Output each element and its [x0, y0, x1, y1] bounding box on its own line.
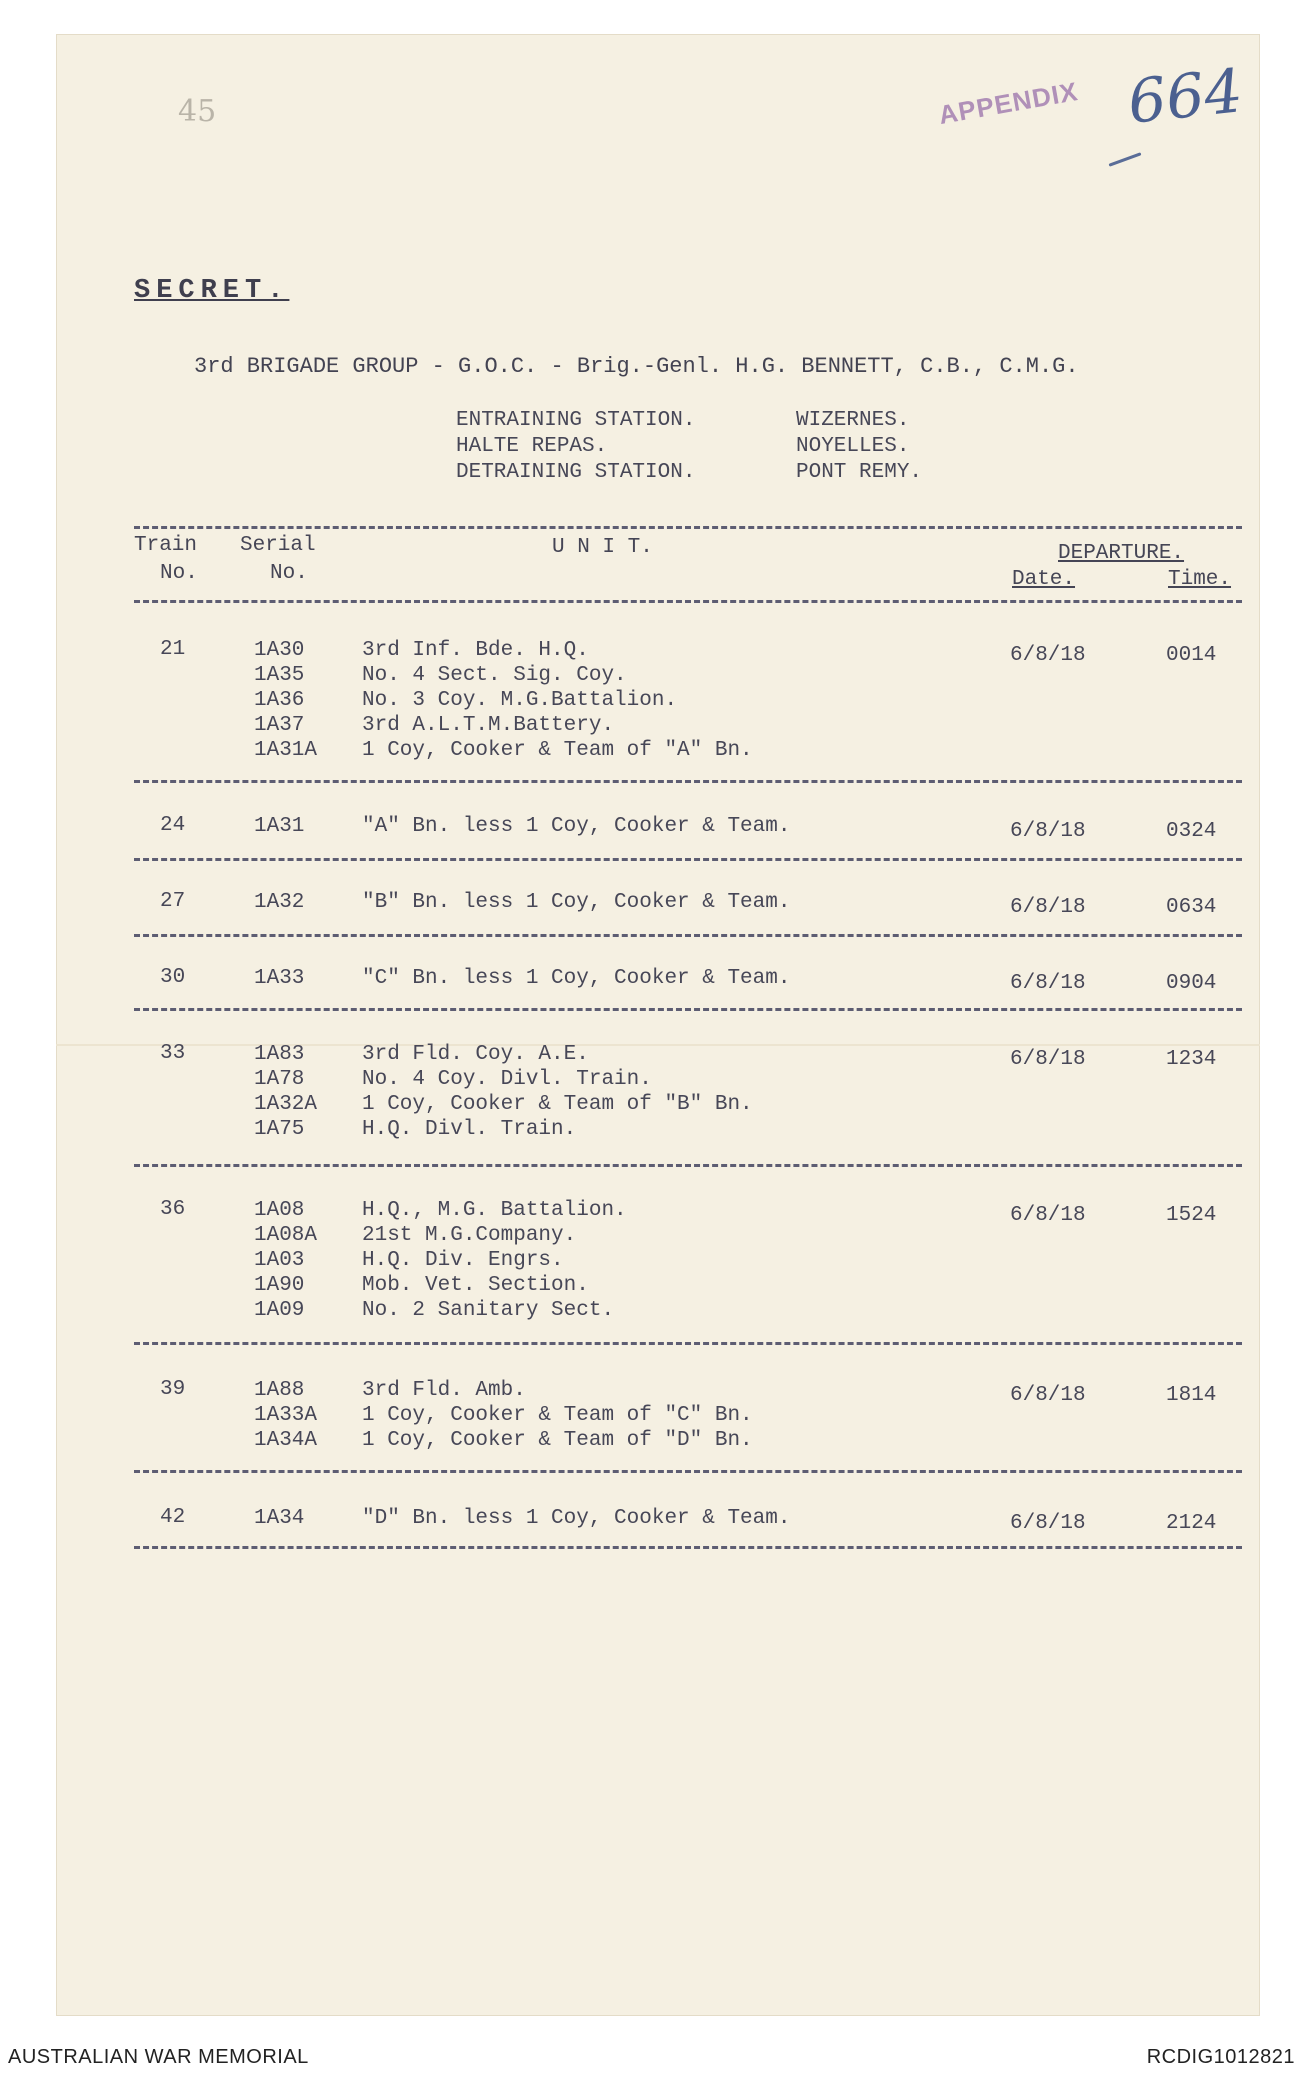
unit-row — [254, 1042, 753, 1067]
serial-number: 1A33 — [254, 967, 305, 990]
unit-name: 3rd A.L.T.M.Battery. — [362, 714, 615, 737]
brigade-group-line: 3rd BRIGADE GROUP - G.O.C. - Brig.-Genl. H.G. BENNETT, C.B., C.M.G. — [194, 354, 1079, 379]
unit-name: "A" Bn. less 1 Coy, Cooker & Team. — [362, 815, 791, 838]
train-number: 27 — [160, 890, 186, 913]
header-departure: DEPARTURE. — [1058, 542, 1185, 565]
unit-list — [254, 1198, 627, 1323]
serial-number: 1A78 — [254, 1068, 305, 1091]
departure-time: 1814 — [1166, 1384, 1217, 1407]
serial-number: 1A30 — [254, 639, 305, 662]
unit-row — [254, 738, 753, 763]
unit-row — [254, 1273, 627, 1298]
departure-time: 0324 — [1166, 820, 1217, 843]
unit-row — [254, 1403, 753, 1428]
unit-row — [254, 688, 753, 713]
unit-list — [254, 1506, 790, 1531]
station-value: PONT REMY. — [796, 461, 923, 484]
serial-number: 1A32 — [254, 891, 305, 914]
dashed-rule — [134, 1164, 1242, 1167]
unit-list — [254, 966, 790, 991]
serial-number: 1A08 — [254, 1199, 305, 1222]
serial-number: 1A03 — [254, 1249, 305, 1272]
unit-name: 3rd Fld. Amb. — [362, 1379, 526, 1402]
station-value: NOYELLES. — [796, 435, 910, 458]
unit-row — [254, 1223, 627, 1248]
departure-date: 6/8/18 — [1010, 1204, 1086, 1227]
security-heading: SECRET. — [134, 276, 290, 306]
unit-name: 21st M.G.Company. — [362, 1224, 577, 1247]
departure-time: 1524 — [1166, 1204, 1217, 1227]
unit-row — [254, 1198, 627, 1223]
dashed-rule — [134, 1546, 1242, 1549]
page-number: 45 — [178, 94, 217, 129]
unit-row — [254, 638, 753, 663]
unit-list — [254, 638, 753, 763]
unit-name: No. 2 Sanitary Sect. — [362, 1299, 615, 1322]
folio-number: 664 — [1124, 56, 1246, 138]
dashed-rule — [134, 934, 1242, 937]
header-train: Train — [134, 534, 198, 557]
unit-row — [254, 1428, 753, 1453]
departure-date: 6/8/18 — [1010, 896, 1086, 919]
serial-number: 1A83 — [254, 1043, 305, 1066]
unit-name: H.Q., M.G. Battalion. — [362, 1199, 627, 1222]
header-serial: Serial — [240, 534, 316, 557]
appendix-stamp: APPENDIX — [936, 76, 1081, 131]
dashed-rule — [134, 600, 1242, 603]
train-number: 36 — [160, 1198, 186, 1221]
train-number: 24 — [160, 814, 186, 837]
serial-number: 1A08A — [254, 1224, 318, 1247]
unit-row — [254, 1378, 753, 1403]
dashed-rule — [134, 1008, 1242, 1011]
unit-row — [254, 1506, 790, 1531]
departure-time: 0014 — [1166, 644, 1217, 667]
header-date: Date. — [1012, 568, 1076, 591]
departure-date: 6/8/18 — [1010, 820, 1086, 843]
serial-number: 1A32A — [254, 1093, 318, 1116]
unit-name: "D" Bn. less 1 Coy, Cooker & Team. — [362, 1507, 791, 1530]
unit-name: 1 Coy, Cooker & Team of "C" Bn. — [362, 1404, 753, 1427]
serial-number: 1A75 — [254, 1118, 305, 1141]
document-page — [56, 34, 1260, 2016]
stations-block — [456, 408, 922, 486]
unit-name: No. 4 Coy. Divl. Train. — [362, 1068, 652, 1091]
unit-row — [254, 890, 790, 915]
serial-number: 1A34 — [254, 1507, 305, 1530]
header-time: Time. — [1168, 568, 1232, 591]
departure-time: 2124 — [1166, 1512, 1217, 1535]
archive-credit: AUSTRALIAN WAR MEMORIAL — [8, 2046, 309, 2068]
unit-list — [254, 890, 790, 915]
station-row — [456, 434, 922, 460]
dashed-rule — [134, 858, 1242, 861]
dashed-rule — [134, 1470, 1242, 1473]
serial-number: 1A33A — [254, 1404, 318, 1427]
serial-number: 1A31 — [254, 815, 305, 838]
train-number: 42 — [160, 1506, 186, 1529]
archive-reference: RCDIG1012821 — [1146, 2046, 1295, 2068]
unit-list — [254, 1378, 753, 1453]
unit-row — [254, 713, 753, 738]
departure-time: 1234 — [1166, 1048, 1217, 1071]
serial-number: 1A35 — [254, 664, 305, 687]
unit-row — [254, 814, 790, 839]
unit-name: 3rd Fld. Coy. A.E. — [362, 1043, 589, 1066]
unit-row — [254, 1092, 753, 1117]
unit-row — [254, 1067, 753, 1092]
train-number: 21 — [160, 638, 186, 661]
unit-name: Mob. Vet. Section. — [362, 1274, 589, 1297]
unit-name: H.Q. Div. Engrs. — [362, 1249, 564, 1272]
unit-row — [254, 1248, 627, 1273]
header-serial-no: No. — [270, 562, 308, 585]
departure-time: 0904 — [1166, 972, 1217, 995]
departure-date: 6/8/18 — [1010, 972, 1086, 995]
unit-name: No. 3 Coy. M.G.Battalion. — [362, 689, 678, 712]
station-row — [456, 460, 922, 486]
train-number: 39 — [160, 1378, 186, 1401]
serial-number: 1A34A — [254, 1429, 318, 1452]
departure-date: 6/8/18 — [1010, 644, 1086, 667]
unit-list — [254, 814, 790, 839]
unit-name: 1 Coy, Cooker & Team of "B" Bn. — [362, 1093, 753, 1116]
station-value: WIZERNES. — [796, 409, 910, 432]
station-label: ENTRAINING STATION. — [456, 409, 696, 432]
unit-name: 1 Coy, Cooker & Team of "A" Bn. — [362, 739, 753, 762]
departure-date: 6/8/18 — [1010, 1512, 1086, 1535]
dashed-rule — [134, 780, 1242, 783]
unit-list — [254, 1042, 753, 1142]
train-number: 30 — [160, 966, 186, 989]
dashed-rule — [134, 526, 1242, 529]
unit-row — [254, 1298, 627, 1323]
serial-number: 1A31A — [254, 739, 318, 762]
station-label: DETRAINING STATION. — [456, 461, 696, 484]
header-train-no: No. — [160, 562, 198, 585]
unit-name: No. 4 Sect. Sig. Coy. — [362, 664, 627, 687]
train-number: 33 — [160, 1042, 186, 1065]
unit-name: "C" Bn. less 1 Coy, Cooker & Team. — [362, 967, 791, 990]
unit-row — [254, 663, 753, 688]
unit-name: 3rd Inf. Bde. H.Q. — [362, 639, 589, 662]
serial-number: 1A90 — [254, 1274, 305, 1297]
unit-row — [254, 966, 790, 991]
serial-number: 1A09 — [254, 1299, 305, 1322]
station-label: HALTE REPAS. — [456, 435, 608, 458]
serial-number: 1A37 — [254, 714, 305, 737]
departure-date: 6/8/18 — [1010, 1048, 1086, 1071]
departure-time: 0634 — [1166, 896, 1217, 919]
unit-name: H.Q. Divl. Train. — [362, 1118, 577, 1141]
header-unit: U N I T. — [552, 536, 653, 559]
serial-number: 1A36 — [254, 689, 305, 712]
serial-number: 1A88 — [254, 1379, 305, 1402]
unit-row — [254, 1117, 753, 1142]
unit-name: "B" Bn. less 1 Coy, Cooker & Team. — [362, 891, 791, 914]
departure-date: 6/8/18 — [1010, 1384, 1086, 1407]
station-row — [456, 408, 922, 434]
dashed-rule — [134, 1342, 1242, 1345]
unit-name: 1 Coy, Cooker & Team of "D" Bn. — [362, 1429, 753, 1452]
